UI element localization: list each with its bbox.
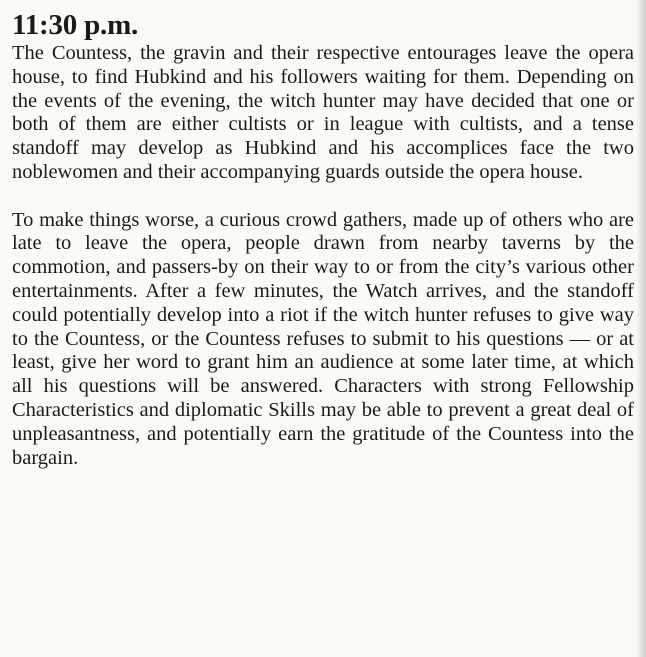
section-heading: 11:30 p.m. bbox=[12, 9, 139, 41]
paragraph-1: The Countess, the gravin and their respective entourages leave the opera house, to find Hubkind and his followers waiting for them. Depending on the events of the evening, the witch hunter may have decided that one or both of them are either cultists or in league with cultists, and a tense standoff may develop as Hubkind and his accomplices face the two noblewomen and their accompanying guards outside the opera house. bbox=[12, 42, 634, 183]
page-edge-shadow bbox=[636, 0, 646, 657]
paragraph-2: To make things worse, a curious crowd gathers, made up of others who are late to leave the opera, people drawn from nearby taverns by the commotion, and passers-by on their way to or from the city’s various other entertainments. After a few minutes, the Watch arrives, and the standoff could potentially develop into a riot if the witch hunter refuses to give way to the Countess, or the Countess refuses to submit to his questions — or at least, give her word to grant him an audience at some later time, at which all his questions will be answered. Characters with strong Fellowship Characteristics and diplomatic Skills may be able to prevent a great deal of unpleasantness, and potentially earn the gratitude of the Countess into the bargain. bbox=[12, 208, 634, 469]
